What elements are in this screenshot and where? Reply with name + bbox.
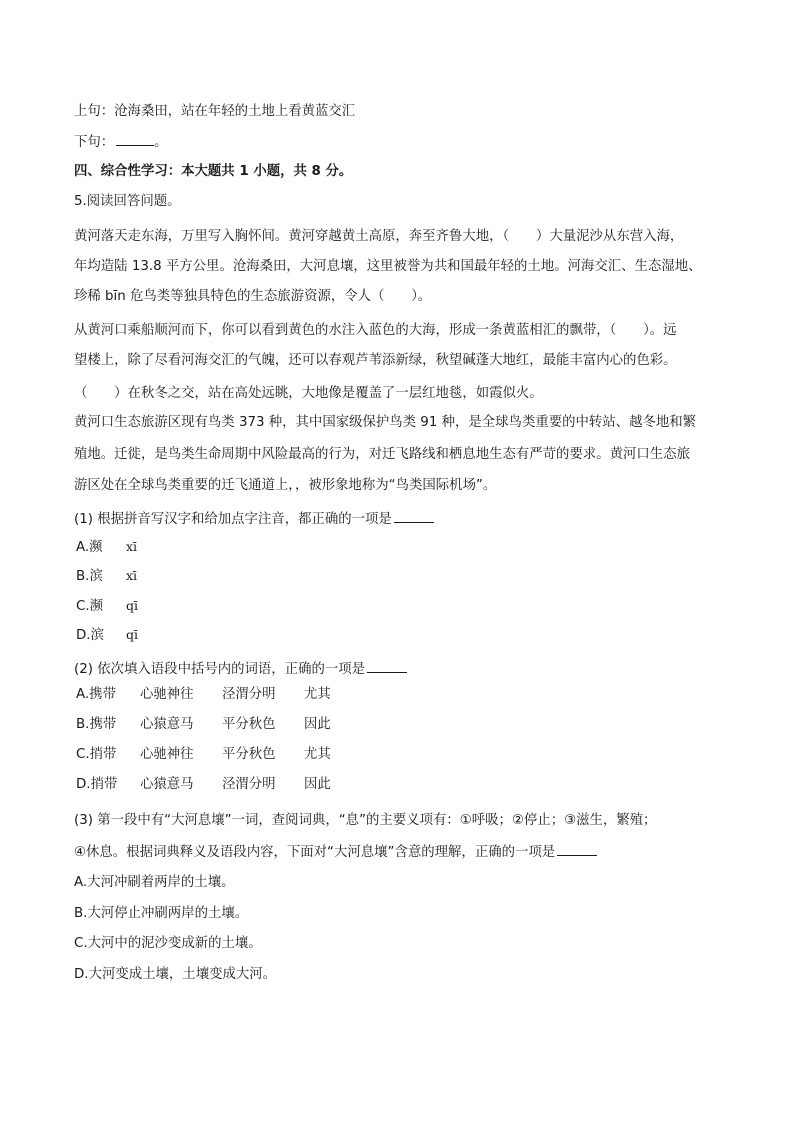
upper-couplet: 上句：沧海桑田，站在年轻的土地上看黄蓝交汇 (74, 104, 356, 119)
passage-line: 黄河口生态旅游区现有鸟类 373 种，其中国家级保护鸟类 91 种，是全球鸟类重要的中转站、越冬地和繁 (74, 415, 697, 430)
sub-question-3-stem-line-2: ④休息。根据词典释义及语段内容，下面对“大河息壤”含意的理解，正确的一项是 (74, 843, 597, 862)
lower-couplet (74, 133, 168, 152)
option-1d[interactable]: D.滨 qī (76, 627, 138, 643)
answer-blank[interactable] (116, 133, 154, 146)
sub-question-3-stem-line-1: (3) 第一段中有“大河息壤”一词，查阅词典，“息”的主要义项有：①呼吸；②停止；③滋生，繁殖； (74, 813, 657, 828)
answer-blank[interactable] (557, 843, 597, 856)
option-3b[interactable]: B.大河停止冲刷两岸的土壤。 (74, 906, 249, 921)
option-2a[interactable]: A.携带 心驰神往 泾渭分明 尤其 (76, 687, 331, 702)
option-1c[interactable]: C.濒 qī (76, 598, 138, 614)
lower-couplet-end: 。 (154, 135, 168, 150)
section-heading: 四、综合性学习：本大题共 1 小题，共 8 分。 (74, 164, 353, 179)
passage-line: 望楼上，除了尽看河海交汇的气魄，还可以春观芦苇添新绿，秋望碱蓬大地红，最能丰富内心的色彩。 (74, 353, 677, 368)
option-2d[interactable]: D.捎带 心猿意马 泾渭分明 因此 (76, 777, 331, 792)
passage-line: 年均造陆 13.8 平方公里。沧海桑田，大河息壤，这里被誉为共和国最年轻的土地。河海交汇、生态湿地、 (74, 259, 702, 274)
sub-question-2-stem: (2) 依次填入语段中括号内的词语，正确的一项是 (74, 660, 407, 679)
option-3a[interactable]: A.大河冲刷着两岸的土壤。 (74, 875, 235, 890)
option-3d[interactable]: D.大河变成土壤，土壤变成大河。 (74, 967, 277, 982)
answer-blank[interactable] (394, 510, 434, 523)
passage-line: 游区处在全球鸟类重要的迁飞通道上，，被形象地称为“鸟类国际机场”。 (74, 478, 497, 493)
option-2b[interactable]: B.携带 心猿意马 平分秋色 因此 (76, 717, 331, 732)
option-2c[interactable]: C.捎带 心驰神往 平分秋色 尤其 (76, 747, 331, 762)
passage-line: 黄河落天走东海，万里写入胸怀间。黄河穿越黄土高原，奔至齐鲁大地，（ ）大量泥沙从东营入海， (74, 229, 684, 244)
option-1a[interactable]: A.濒 xī (76, 539, 138, 555)
question-title: 5.阅读回答问题。 (74, 194, 181, 209)
option-3c[interactable]: C.大河中的泥沙变成新的土壤。 (74, 936, 262, 951)
passage-line: 从黄河口乘船顺河而下，你可以看到黄色的水注入蓝色的大海，形成一条黄蓝相汇的飘带，（ ）。远 (74, 323, 677, 338)
answer-blank[interactable] (367, 660, 407, 673)
option-1b[interactable]: B.滨 xī (76, 568, 138, 584)
passage-line: （ ）在秋冬之交，站在高处远眺，大地像是覆盖了一层红地毯，如霞似火。 (74, 386, 543, 401)
passage-line: 殖地。迁徙，是鸟类生命周期中风险最高的行为，对迁飞路线和栖息地生态有严苛的要求。黄河口生态旅 (74, 447, 690, 462)
sub-question-1-stem: (1) 根据拼音写汉字和给加点字注音，都正确的一项是 (74, 510, 434, 529)
lower-couplet-label: 下句： (74, 135, 115, 150)
passage-line: 珍稀 bīn 危鸟类等独具特色的生态旅游资源，令人（ ）。 (74, 289, 432, 304)
